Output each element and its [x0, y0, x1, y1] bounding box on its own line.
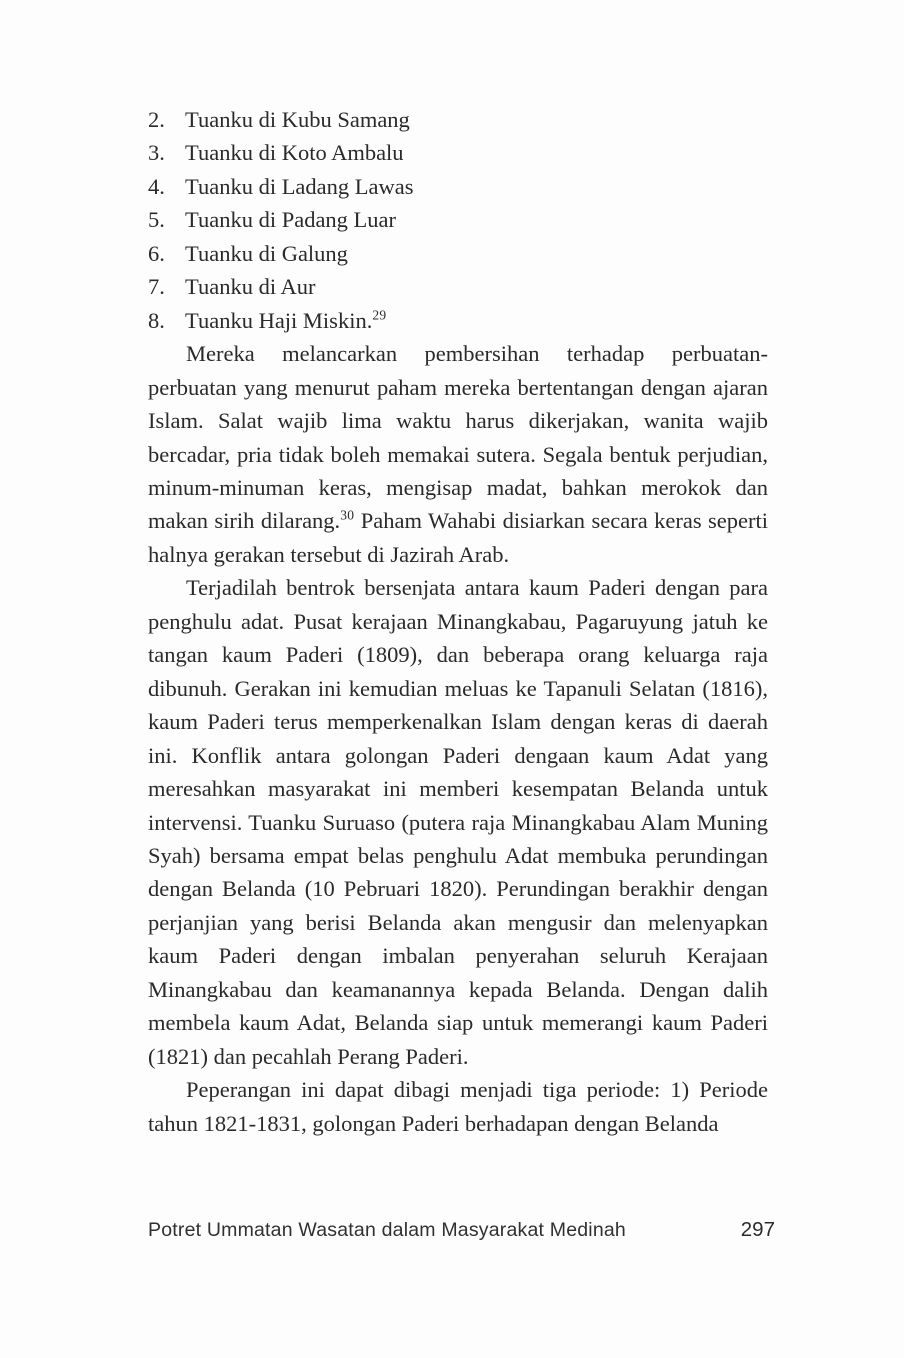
footnote-marker: 29 — [372, 307, 387, 323]
page-footer — [148, 1218, 775, 1242]
list-item-text: Tuanku di Galung — [185, 240, 348, 266]
list-item — [148, 304, 768, 337]
list-item-number: 8. — [148, 307, 165, 333]
list-item-number: 2. — [148, 107, 165, 132]
list-item-number: 6. — [148, 240, 165, 266]
list-item — [148, 136, 768, 169]
list-item — [148, 203, 768, 236]
body-paragraph: Mereka melancarkan pembersihan terhadap perbuatan-perbuatan yang menurut paham mereka bertentangan dengan ajaran Islam. Salat wajib lima waktu harus dikerjakan, wanita wajib bercadar, pria tidak boleh memakai sutera. Segala bentuk perjudian, minum-minuman keras, mengisap madat, bahkan merokok dan makan sirih dilarang.$^{30}$ Paham Wahabi disiarkan secara keras seperti halnya gerakan tersebut di Jazirah Arab. — [148, 341, 768, 567]
list-item-text: Tuanku Haji Miskin.$^{29}$ — [185, 307, 387, 333]
list-item-text: Tuanku di Kubu Samang — [185, 107, 410, 132]
tuanku-list — [148, 103, 768, 337]
footer-running-title: Potret Ummatan Wasatan dalam Masyarakat Medinah — [148, 1219, 626, 1241]
body-paragraph: Peperangan ini dapat dibagi menjadi tiga periode: 1) Periode tahun 1821-1831, golongan Paderi berhadapan dengan Belanda — [148, 1077, 768, 1136]
list-item — [148, 237, 768, 270]
list-item-number: 7. — [148, 274, 165, 300]
footnote-marker: 30 — [340, 507, 355, 523]
body-paragraphs — [148, 337, 768, 1140]
list-item — [148, 270, 768, 303]
list-item — [148, 170, 768, 203]
list-item-number: 3. — [148, 140, 165, 166]
body-paragraph: Terjadilah bentrok bersenjata antara kaum Paderi dengan para penghulu adat. Pusat kerajaan Minangkabau, Pagaruyung jatuh ke tangan kaum Paderi (1809), dan beberapa orang keluarga raja dibunuh. Gerakan ini kemudian meluas ke Tapanuli Selatan (1816), kaum Paderi terus memperkenalkan Islam dengan keras di daerah ini. Konflik antara golongan Paderi dengaan kaum Adat yang meresahkan masyarakat ini memberi kesempatan Belanda untuk intervensi. Tuanku Suruaso (putera raja Minangkabau Alam Muning Syah) bersama empat belas penghulu Adat membuka perundingan dengan Belanda (10 Pebruari 1820). Perundingan berakhir dengan perjanjian yang berisi Belanda akan mengusir dan melenyapkan kaum Paderi dengan imbalan penyerahan seluruh Kerajaan Minangkabau dan keamanannya kepada Belanda. Dengan dalih membela kaum Adat, Belanda siap untuk memerangi kaum Paderi (1821) dan pecahlah Perang Paderi. — [148, 575, 768, 1069]
list-item-text: Tuanku di Aur — [185, 274, 316, 300]
list-item — [148, 103, 768, 136]
page-number: 297 — [740, 1218, 775, 1241]
list-item-number: 5. — [148, 207, 165, 233]
list-item-number: 4. — [148, 173, 165, 199]
list-item-text: Tuanku di Ladang Lawas — [185, 173, 414, 199]
list-item-text: Tuanku di Koto Ambalu — [185, 140, 404, 166]
list-item-text: Tuanku di Padang Luar — [185, 207, 397, 233]
page-content — [148, 103, 768, 1140]
